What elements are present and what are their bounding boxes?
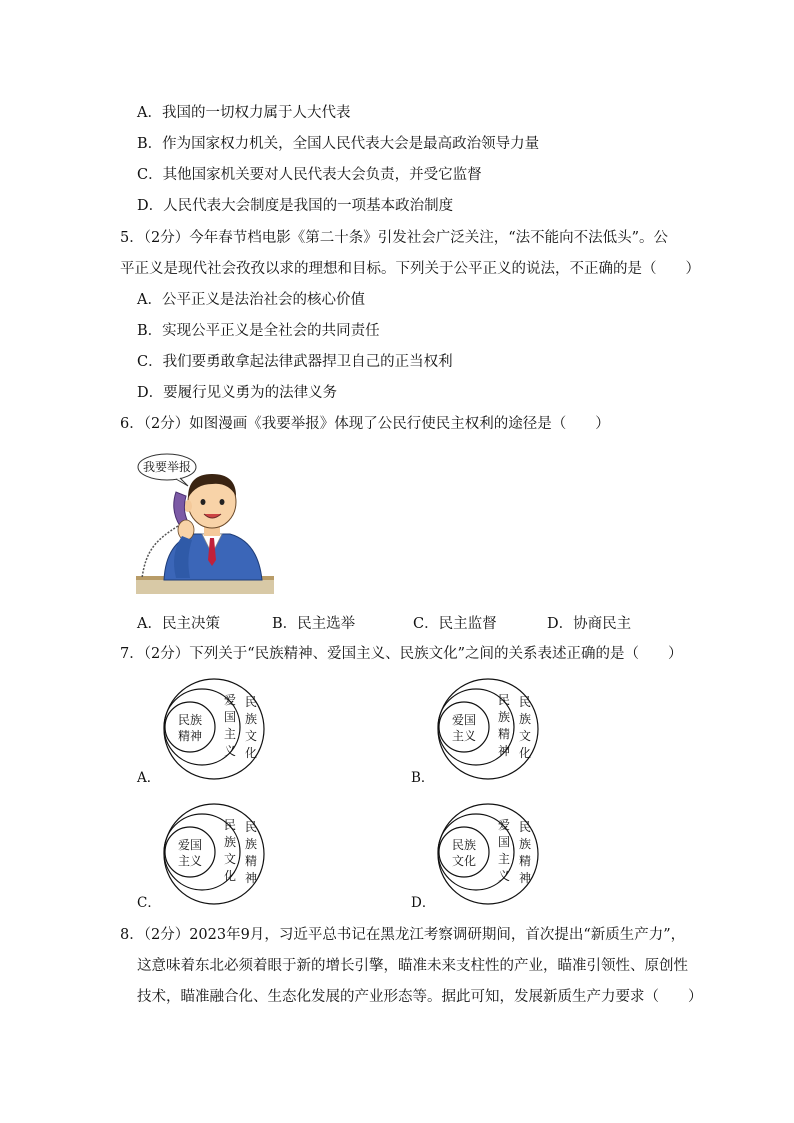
outer-label: 族 (518, 712, 532, 726)
q7-option-a-label: A． (137, 770, 161, 786)
q5-option-d: D．要履行见义勇为的法律义务 (137, 385, 338, 401)
venn-diagram-a (160, 676, 270, 782)
outer-label: 族 (244, 837, 258, 851)
outer-label: 神 (518, 871, 532, 885)
q4-option-b: B．作为国家权力机关，全国人民代表大会是最高政治领导力量 (137, 136, 540, 152)
middle-label: 国 (223, 710, 237, 724)
inner-label: 民族 (177, 713, 203, 727)
middle-label: 族 (497, 710, 511, 724)
middle-label: 文 (223, 852, 237, 866)
venn-diagram-c (160, 801, 270, 907)
q7-option-b-label: B． (411, 770, 435, 786)
outer-label: 精 (244, 854, 258, 868)
q7-option-c-label: C． (137, 895, 161, 911)
q5-option-b: B．实现公平正义是全社会的共同责任 (137, 323, 380, 339)
outer-label: 神 (244, 871, 258, 885)
inner-circle (439, 827, 489, 877)
inner-circle (439, 702, 489, 752)
inner-label: 主义 (177, 854, 203, 868)
middle-label: 化 (223, 869, 237, 883)
outer-label: 文 (518, 729, 532, 743)
inner-label: 文化 (451, 854, 477, 868)
q6-stem: 6．（2分）如图漫画《我要举报》体现了公民行使民主权利的途径是（ ） (120, 416, 610, 432)
speech-bubble-text: 我要举报 (142, 460, 192, 474)
q7-option-d-label: D． (411, 895, 436, 911)
q7-stem: 7．（2分）下列关于“民族精神、爱国主义、民族文化”之间的关系表述正确的是（ ） (120, 646, 683, 662)
outer-label: 民 (518, 820, 532, 834)
middle-label: 民 (497, 693, 511, 707)
venn-diagram-d (434, 801, 544, 907)
middle-label: 主 (223, 727, 237, 741)
middle-label: 爱 (223, 693, 237, 707)
inner-label: 民族 (451, 838, 477, 852)
q5-option-c: C．我们要勇敢拿起法律武器捍卫自己的正当权利 (137, 354, 453, 370)
outer-label: 族 (518, 837, 532, 851)
inner-label: 主义 (451, 729, 477, 743)
middle-label: 义 (497, 869, 511, 883)
inner-circle (165, 827, 215, 877)
q4-option-c: C．其他国家机关要对人民代表大会负责，并受它监督 (137, 167, 482, 183)
q6-option-c: C．民主监督 (413, 616, 497, 632)
outer-label: 文 (244, 729, 258, 743)
q4-option-d: D．人民代表大会制度是我国的一项基本政治制度 (137, 198, 454, 214)
middle-label: 神 (497, 744, 511, 758)
outer-label: 族 (244, 712, 258, 726)
outer-label: 民 (518, 695, 532, 709)
middle-label: 义 (223, 744, 237, 758)
inner-label: 精神 (177, 729, 203, 743)
q6-option-b: B．民主选举 (272, 616, 356, 632)
outer-label: 精 (518, 854, 532, 868)
q5-option-a: A．公平正义是法治社会的核心价值 (137, 292, 365, 308)
middle-label: 精 (497, 727, 511, 741)
q5-stem-line2: 平正义是现代社会孜孜以求的理想和目标。下列关于公平正义的说法，不正确的是（ ） (120, 261, 700, 277)
venn-diagram-b (434, 676, 544, 782)
cartoon-report-image (136, 450, 278, 596)
q5-stem-line1: 5．（2分）今年春节档电影《第二十条》引发社会广泛关注，“法不能向不法低头”。公 (120, 230, 669, 246)
middle-label: 爱 (497, 818, 511, 832)
q8-stem-line1: 8．（2分）2023年9月，习近平总书记在黑龙江考察调研期间，首次提出“新质生产力”， (120, 927, 686, 943)
inner-label: 爱国 (177, 838, 203, 852)
middle-label: 主 (497, 852, 511, 866)
middle-label: 民 (223, 818, 237, 832)
inner-circle (165, 702, 215, 752)
q6-option-d: D．协商民主 (547, 616, 632, 632)
outer-label: 化 (244, 746, 258, 760)
q8-stem-line3: 技术，瞄准融合化、生态化发展的产业形态等。据此可知，发展新质生产力要求（ ） (137, 989, 703, 1005)
middle-label: 国 (497, 835, 511, 849)
outer-label: 民 (244, 695, 258, 709)
q4-option-a: A．我国的一切权力属于人大代表 (137, 105, 351, 121)
inner-label: 爱国 (451, 713, 477, 727)
middle-label: 族 (223, 835, 237, 849)
outer-label: 化 (518, 746, 532, 760)
q6-option-a: A．民主决策 (137, 616, 220, 632)
q8-stem-line2: 这意味着东北必须着眼于新的增长引擎，瞄准未来支柱性的产业，瞄准引领性、原创性 (137, 958, 688, 974)
outer-label: 民 (244, 820, 258, 834)
